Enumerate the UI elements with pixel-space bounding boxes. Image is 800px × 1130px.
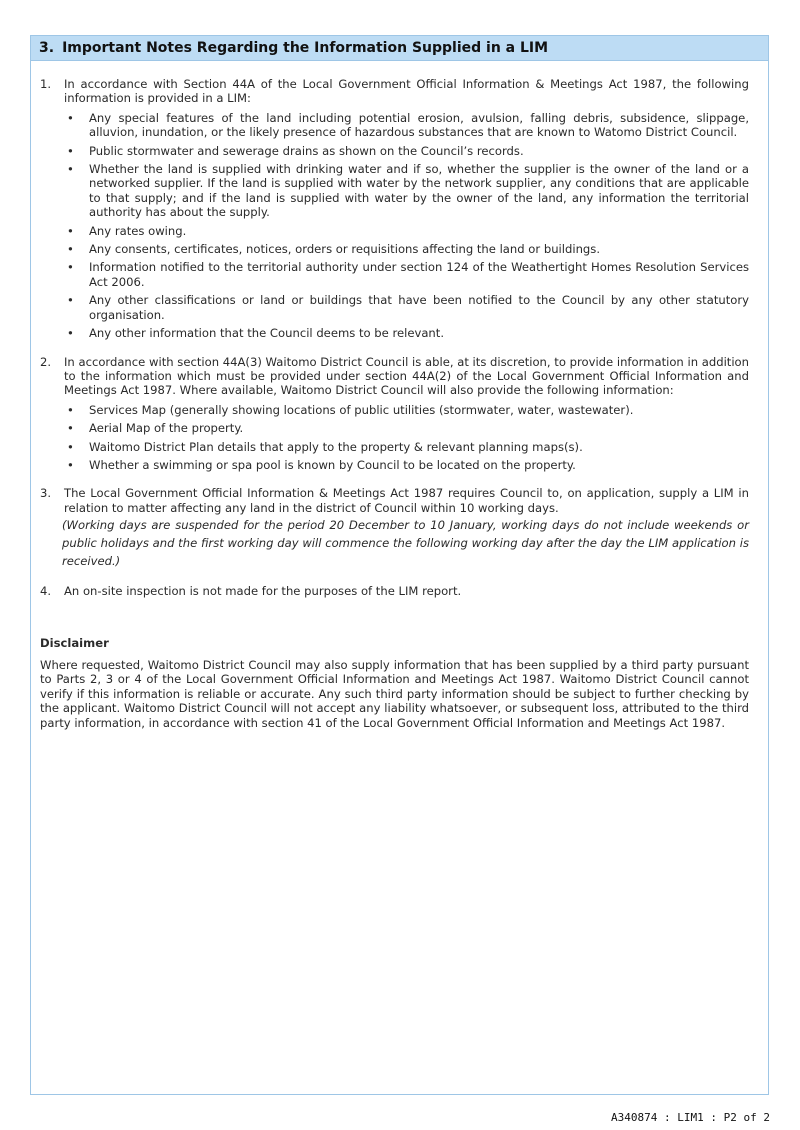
section-header bbox=[31, 36, 768, 61]
bullet-icon: • bbox=[67, 402, 74, 417]
note-item-1 bbox=[40, 77, 749, 341]
list-item: • Any other information that the Council deems to be relevant. bbox=[67, 326, 445, 341]
bullet-icon: • bbox=[67, 260, 74, 275]
list-item: • Whether a swimming or spa pool is known by Council to be located on the property. bbox=[67, 457, 576, 472]
note-number: 1. bbox=[40, 77, 52, 91]
list-item: • Any consents, certificates, notices, orders or requisitions affecting the land or buildings. bbox=[67, 242, 601, 257]
note-item-2 bbox=[40, 355, 749, 473]
page-frame bbox=[30, 35, 769, 1095]
note-number: 4. bbox=[40, 584, 52, 599]
list-item: • Any rates owing. bbox=[67, 223, 187, 238]
list-item: • Information notified to the territorial authority under section 124 of the Weathertight Homes Resolution Services Act 2006. bbox=[67, 260, 749, 289]
bullet-list bbox=[64, 111, 749, 341]
bullet-icon: • bbox=[67, 162, 74, 177]
note-item-4 bbox=[40, 584, 749, 598]
note-text: In accordance with section 44A(3) Waitomo District Council is able, at its discretion, to provide information in addition to the information which must be provided under section 44A(2) of the Local Government Official Information and Meetings Act 1987. Where available, Waitomo District Council will also provide the following information: bbox=[64, 354, 749, 398]
note-number: 2. bbox=[40, 354, 52, 369]
list-item: • Services Map (generally showing locations of public utilities (stormwater, water, wastewater). bbox=[67, 402, 634, 417]
disclaimer-title: Disclaimer bbox=[40, 635, 109, 650]
note-text: The Local Government Official Information & Meetings Act 1987 requires Council to, on application, supply a LIM in relation to matter affecting any land in the district of Council within 10 working days. bbox=[64, 486, 749, 515]
list-item: • Public stormwater and sewerage drains as shown on the Council’s records. bbox=[67, 143, 524, 158]
bullet-icon: • bbox=[67, 293, 74, 308]
section-title: Important Notes Regarding the Information Supplied in a LIM bbox=[62, 40, 549, 56]
list-item: • Aerial Map of the property. bbox=[67, 421, 244, 436]
notes-content bbox=[31, 61, 768, 730]
note-item-3 bbox=[40, 486, 749, 570]
list-item: • Waitomo District Plan details that apply to the property & relevant planning maps(s). bbox=[67, 439, 583, 454]
bullet-list bbox=[64, 403, 749, 473]
list-item: • Any special features of the land including potential erosion, avulsion, falling debris, subsidence, slippage, alluvion, inundation, or the likely presence of hazardous substances that are known to Watomo District Council. bbox=[67, 110, 749, 140]
bullet-icon: • bbox=[67, 242, 74, 257]
working-days-note: (Working days are suspended for the period 20 December to 10 January, working days do not include weekends or public holidays and the first working day will commence the following working day after the day the LIM application is received.) bbox=[62, 518, 749, 569]
disclaimer-body: Where requested, Waitomo District Council may also supply information that has been supplied by a third party pursuant to Parts 2, 3 or 4 of the Local Government Official Information and Meetings Act 1987. Waitomo District Council cannot verify if this information is reliable or accurate. Any such third party information should be subject to further checking by the applicant. Waitomo District Council will not accept any liability whatsoever, or subsequent loss, attributed to the third party information, in accordance with section 41 of the Local Government Official Information and Meetings Act 1987. bbox=[40, 657, 749, 730]
note-text: In accordance with Section 44A of the Local Government Official Information & Meetings Act 1987, the following information is provided in a LIM: bbox=[64, 77, 749, 106]
note-text: An on-site inspection is not made for the purposes of the LIM report. bbox=[64, 584, 462, 599]
bullet-icon: • bbox=[67, 326, 74, 341]
bullet-icon: • bbox=[67, 457, 74, 472]
disclaimer bbox=[40, 636, 749, 730]
bullet-icon: • bbox=[67, 223, 74, 238]
section-number: 3. bbox=[39, 40, 55, 56]
bullet-icon: • bbox=[67, 439, 74, 454]
document-reference: A340874 : LIM1 : P2 of 2 bbox=[611, 1111, 770, 1124]
bullet-icon: • bbox=[67, 110, 74, 125]
list-item: • Whether the land is supplied with drinking water and if so, whether the supplier is the owner of the land or a networked supplier. If the land is supplied with water by the network supplier, any conditions that are applicable to that supply; and if the land is supplied with water by the owner of the land, any information the territorial authority has about the supply. bbox=[67, 162, 749, 220]
list-item: • Any other classifications or land or buildings that have been notified to the Council by any other statutory organisation. bbox=[67, 293, 749, 322]
bullet-icon: • bbox=[67, 143, 74, 158]
note-number: 3. bbox=[40, 486, 52, 501]
bullet-icon: • bbox=[67, 421, 74, 436]
